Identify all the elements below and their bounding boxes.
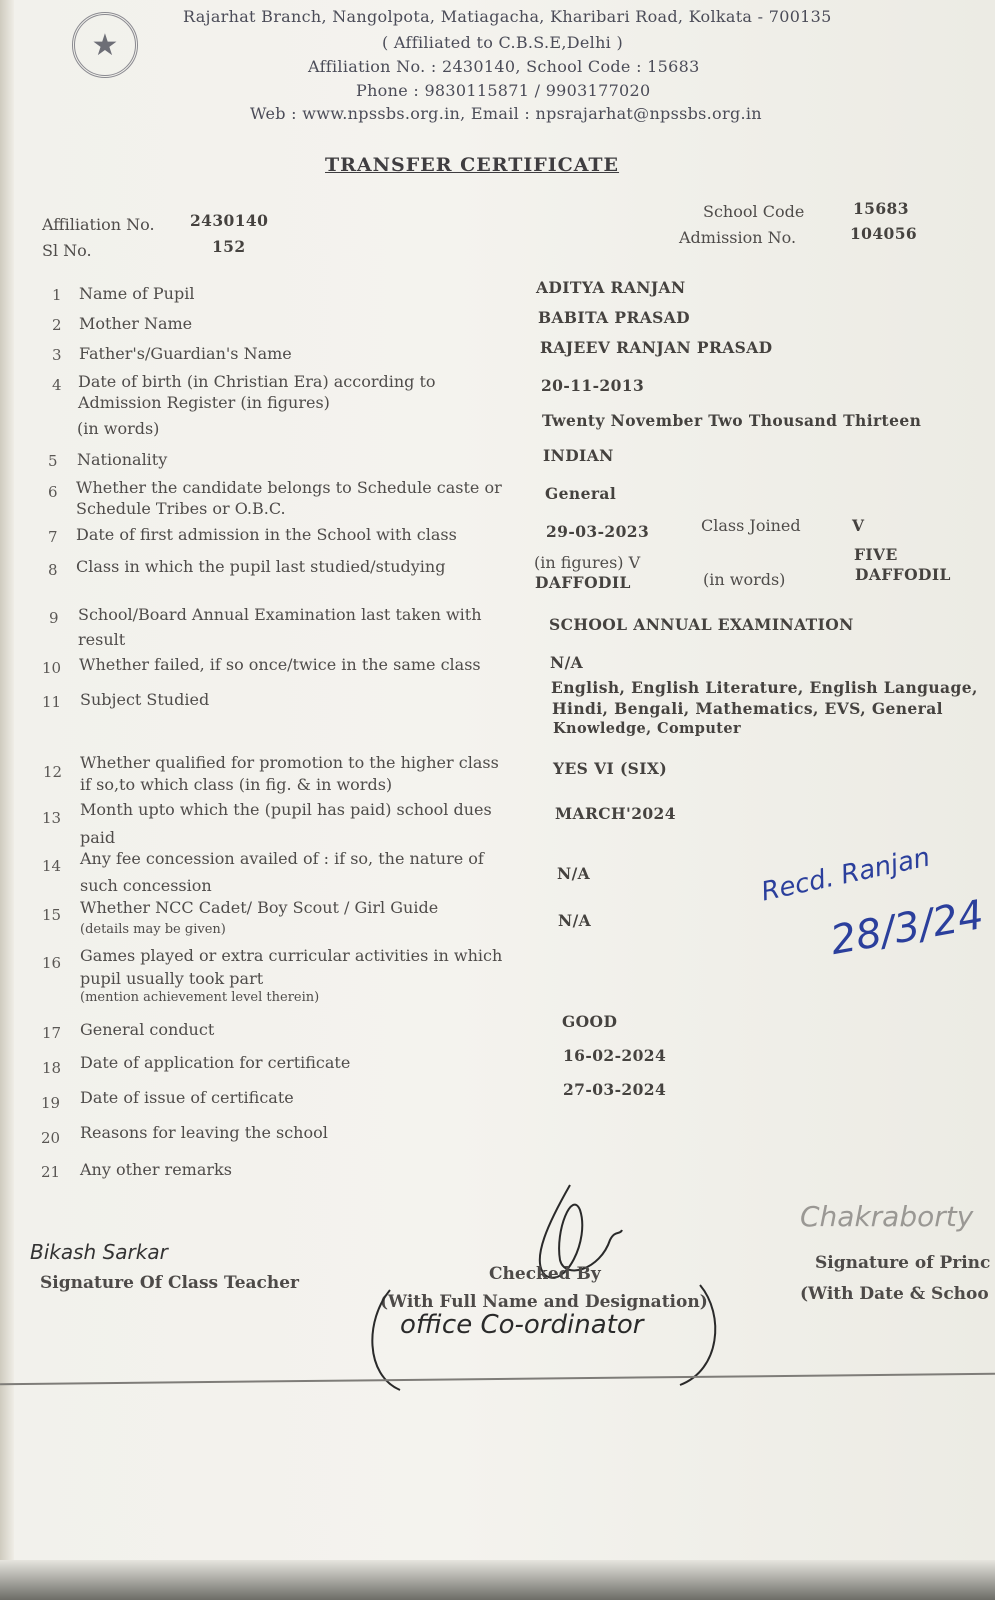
school-code-value: 15683 bbox=[853, 199, 909, 218]
row-value-line2: DAFFODIL bbox=[535, 573, 631, 592]
row-label: Whether NCC Cadet/ Boy Scout / Girl Guide bbox=[80, 898, 439, 917]
row-label: Date of issue of certificate bbox=[80, 1088, 294, 1107]
row-label: Any fee concession availed of : if so, the nature of bbox=[80, 849, 484, 868]
row-label: Mother Name bbox=[79, 314, 193, 333]
row-number: 8 bbox=[48, 561, 58, 579]
affiliation-label: Affiliation No. bbox=[42, 215, 155, 234]
row-number: 20 bbox=[41, 1129, 61, 1147]
row-number: 3 bbox=[52, 346, 62, 364]
row-value: N/A bbox=[557, 864, 591, 883]
row-number: 14 bbox=[42, 857, 62, 875]
designation-handwriting: office Co-ordinator bbox=[400, 1310, 644, 1340]
in-words-label: (in words) bbox=[703, 570, 786, 589]
row-label: Date of first admission in the School with class bbox=[76, 525, 457, 544]
row-number: 18 bbox=[42, 1059, 62, 1077]
row-number: 12 bbox=[43, 763, 63, 781]
row-number: 5 bbox=[48, 452, 58, 470]
row-value: 16-02-2024 bbox=[563, 1046, 667, 1065]
principal-signature-label: Signature of Princ bbox=[815, 1253, 991, 1273]
row-number: 15 bbox=[42, 906, 62, 924]
row-value: (in figures) V bbox=[534, 553, 641, 572]
row-value: 20-11-2013 bbox=[541, 376, 645, 395]
row-label: Any other remarks bbox=[80, 1160, 232, 1179]
row-value: ADITYA RANJAN bbox=[536, 278, 686, 297]
row-number: 11 bbox=[42, 693, 62, 711]
school-logo-icon: ★ bbox=[72, 12, 138, 78]
row-number: 10 bbox=[42, 659, 62, 677]
row-label-line2: such concession bbox=[80, 876, 212, 895]
affiliated-board: ( Affiliated to C.B.S.E,Delhi ) bbox=[382, 33, 624, 52]
row-label-line2: pupil usually took part bbox=[80, 969, 264, 988]
affiliation-value: 2430140 bbox=[190, 211, 269, 230]
photo-edge-shadow bbox=[0, 1560, 995, 1600]
checked-by-label: Checked By bbox=[489, 1264, 601, 1284]
row-label: Father's/Guardian's Name bbox=[79, 344, 292, 363]
row-label-line2: (details may be given) bbox=[80, 922, 226, 937]
row-number: 7 bbox=[48, 528, 58, 546]
received-date-handwriting: 28/3/24 bbox=[827, 891, 988, 965]
row-value: N/A bbox=[558, 911, 592, 930]
row-label-line2: result bbox=[78, 630, 126, 649]
row-label: School/Board Annual Examination last taken with bbox=[78, 605, 482, 624]
row-label: Reasons for leaving the school bbox=[80, 1123, 328, 1142]
row-label-line2: if so,to which class (in fig. & in words) bbox=[80, 775, 393, 794]
row-label: Whether the candidate belongs to Schedule caste or bbox=[76, 478, 502, 497]
row-number: 1 bbox=[52, 286, 62, 304]
school-code-label: School Code bbox=[703, 202, 805, 221]
row-label: Whether failed, if so once/twice in the same class bbox=[79, 655, 481, 674]
row-label: Subject Studied bbox=[80, 690, 210, 709]
row-number: 16 bbox=[42, 954, 62, 972]
row-value: N/A bbox=[550, 653, 584, 672]
row-number: 19 bbox=[41, 1094, 61, 1112]
class-joined-value: V bbox=[852, 516, 865, 535]
row-label: Whether qualified for promotion to the higher class bbox=[80, 753, 499, 772]
row-number: 9 bbox=[49, 609, 59, 627]
row-value: BABITA PRASAD bbox=[538, 308, 691, 327]
sl-label: Sl No. bbox=[42, 241, 92, 260]
school-address: Rajarhat Branch, Nangolpota, Matiagacha, Kharibari Road, Kolkata - 700135 bbox=[183, 7, 832, 26]
principal-signature-sublabel: (With Date & Schoo bbox=[800, 1284, 989, 1304]
row-label: Name of Pupil bbox=[79, 284, 195, 303]
row-label: Nationality bbox=[77, 450, 168, 469]
row-label-line3: (in words) bbox=[77, 419, 160, 438]
row-value-line3: Knowledge, Computer bbox=[553, 720, 742, 737]
teacher-signature: Bikash Sarkar bbox=[30, 1240, 168, 1264]
row-value: YES VI (SIX) bbox=[553, 759, 668, 778]
designation-bracket-icon bbox=[360, 1280, 730, 1400]
row-value: 29-03-2023 bbox=[546, 522, 650, 541]
admission-label: Admission No. bbox=[679, 228, 797, 247]
row-number: 17 bbox=[42, 1024, 62, 1042]
row-number: 13 bbox=[42, 809, 62, 827]
checked-by-sublabel: (With Full Name and Designation) bbox=[380, 1292, 708, 1312]
row-value: 27-03-2024 bbox=[563, 1080, 667, 1099]
row-label-line2: paid bbox=[80, 828, 116, 847]
row-value: RAJEEV RANJAN PRASAD bbox=[540, 338, 773, 357]
row-value: English, English Literature, English Language, bbox=[551, 678, 978, 697]
affiliation-line: Affiliation No. : 2430140, School Code : 15683 bbox=[308, 57, 700, 76]
row-value: MARCH'2024 bbox=[555, 804, 676, 823]
admission-value: 104056 bbox=[850, 224, 918, 243]
row-label: General conduct bbox=[80, 1020, 215, 1039]
class-in-words-line2: DAFFODIL bbox=[855, 565, 951, 584]
row-label: Date of application for certificate bbox=[80, 1053, 351, 1072]
phone-line: Phone : 9830115871 / 9903177020 bbox=[356, 81, 651, 100]
row-number: 21 bbox=[41, 1163, 61, 1181]
row-number: 4 bbox=[52, 376, 62, 394]
web-line: Web : www.npssbs.org.in, Email : npsrajarhat@npssbs.org.in bbox=[250, 104, 762, 123]
row-value: GOOD bbox=[562, 1012, 618, 1031]
class-in-words: FIVE bbox=[854, 545, 898, 564]
row-value-line2: Hindi, Bengali, Mathematics, EVS, General bbox=[552, 699, 943, 718]
row-label: Date of birth (in Christian Era) according to bbox=[78, 372, 436, 391]
row-label-line2: Admission Register (in figures) bbox=[78, 393, 330, 412]
teacher-signature-label: Signature Of Class Teacher bbox=[40, 1273, 300, 1293]
row-label: Games played or extra curricular activities in which bbox=[80, 946, 503, 965]
row-value-words: Twenty November Two Thousand Thirteen bbox=[542, 411, 922, 430]
row-label: Month upto which the (pupil has paid) school dues bbox=[80, 800, 492, 819]
page-edge-shadow bbox=[0, 0, 14, 1600]
sl-value: 152 bbox=[212, 237, 246, 256]
row-value: INDIAN bbox=[543, 446, 614, 465]
row-label: Class in which the pupil last studied/studying bbox=[76, 557, 446, 576]
principal-signature: Chakraborty bbox=[800, 1200, 974, 1233]
received-handwriting: Recd. Ranjan bbox=[758, 842, 933, 908]
page-title: TRANSFER CERTIFICATE bbox=[325, 154, 620, 176]
row-label-line2: Schedule Tribes or O.B.C. bbox=[76, 499, 286, 518]
row-value: General bbox=[545, 484, 617, 503]
row-value: SCHOOL ANNUAL EXAMINATION bbox=[549, 615, 854, 634]
class-joined-label: Class Joined bbox=[701, 516, 801, 535]
row-number: 6 bbox=[48, 483, 58, 501]
row-label-line3: (mention achievement level therein) bbox=[80, 990, 320, 1005]
row-number: 2 bbox=[52, 316, 62, 334]
